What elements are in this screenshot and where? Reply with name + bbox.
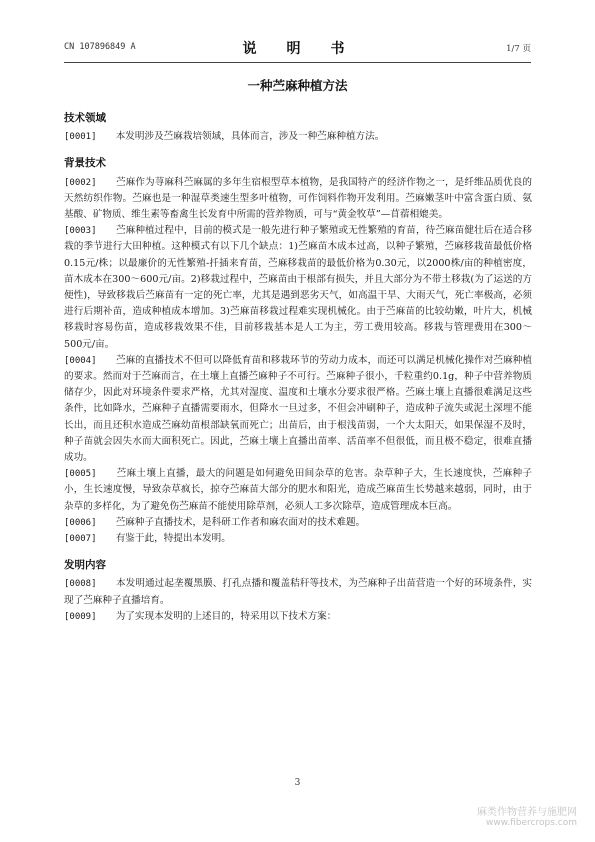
paragraph-text: 本发明涉及苎麻栽培领域，具体而言，涉及一种苎麻种植方法。 bbox=[115, 131, 385, 143]
paragraph-indent bbox=[97, 177, 116, 188]
page-header bbox=[64, 38, 531, 60]
paragraph-text: 苎麻作为荨麻科苎麻属的多年生宿根型草本植物，是我国特产的经济作物之一，是纤维品质优良的天然纺织作物。苎麻也是一种湿草类速生型多叶植物，可作饲料作物开发利用。苎麻嫩茎叶中富含蛋白质、氨基酸、矿物质、维生素等畜禽生长发育中所需的营养物质，可与“黄金牧草”—苜蓿相媲美。 bbox=[64, 176, 533, 221]
paragraph bbox=[64, 609, 532, 625]
paragraph-indent bbox=[97, 225, 116, 236]
paragraph-number: [0007] bbox=[64, 534, 97, 545]
paragraph-number: [0008] bbox=[64, 579, 97, 590]
section-heading: 背景技术 bbox=[64, 157, 106, 170]
watermark bbox=[477, 803, 577, 828]
document-number: CN 107896849 A bbox=[64, 42, 136, 52]
paragraph-number: [0003] bbox=[64, 226, 97, 237]
paragraph bbox=[64, 129, 532, 145]
paragraph-indent bbox=[97, 131, 116, 142]
watermark-site-name: 麻类作物营养与施肥网 bbox=[477, 807, 577, 818]
paragraph-text: 苎麻土壤上直播，最大的问题是如何避免田间杂草的危害。杂草种子大，生长速度快，苎麻种子小，生长速度慢，导致杂草疯长，掠夺苎麻苗大部分的肥水和阳光，造成苎麻苗生长势越来越弱，同时，由于杂草的多样化，为了避免伤苎麻苗不能使用除草剂，必须人工多次除草，造成管理成本巨高。 bbox=[64, 468, 533, 512]
paragraph bbox=[64, 576, 532, 608]
section-heading: 技术领域 bbox=[64, 112, 106, 124]
paragraph bbox=[64, 531, 532, 547]
paragraph-indent bbox=[97, 517, 116, 528]
section-heading: 发明内容 bbox=[64, 559, 106, 572]
paragraph bbox=[64, 175, 532, 224]
paragraph bbox=[64, 515, 532, 531]
paragraph-indent bbox=[97, 611, 116, 622]
paragraph-indent bbox=[97, 355, 116, 366]
paragraph-number: [0001] bbox=[64, 132, 97, 143]
document-body bbox=[64, 100, 532, 625]
paragraph-text: 苎麻的直播技术不但可以降低育苗和移栽环节的劳动力成本，而还可以满足机械化操作对苎麻种植的要求。然而对于苎麻而言，在土壤上直播苎麻种子不可行。苎麻种子很小，千粒重约0.1g，种子中营养物质储存少，因此对环境条件要求严格，尤其对湿度、温度和土壤水分要求很严格。苎麻土壤上直播很难满足这些条件，比如降水，苎麻种子直播需要雨水，但降水一旦过多，不但会冲刷种子，造成种子流失或泥土深埋不能长出，而且还积水造成苎麻幼苗根部缺氧而死亡；出苗后，由于根浅苗弱，一个大太阳天，如果保湿不及时，种子苗就会因失水而大面积死亡。因此，苎麻土壤上直播出苗率、活苗率不但很低，而且极不稳定，很难直播成功。 bbox=[64, 354, 533, 464]
paragraph-text: 本发明通过起垄覆黑膜、打孔点播和覆盖秸秆等技术，为苎麻种子出苗营造一个好的环境条件，实现了苎麻种子直播培育。 bbox=[64, 578, 533, 606]
paragraph-number: [0002] bbox=[64, 177, 97, 188]
document-title: 一种苎麻种植方法 bbox=[247, 78, 348, 93]
page-number: 3 bbox=[294, 778, 301, 788]
paragraph-number: [0005] bbox=[64, 469, 97, 480]
paragraph-indent bbox=[97, 468, 117, 479]
paragraph bbox=[64, 223, 532, 353]
paragraph-indent bbox=[97, 578, 116, 589]
document-type: 说 明 书 bbox=[242, 41, 353, 57]
paragraph-number: [0006] bbox=[64, 517, 97, 528]
paragraph-indent bbox=[97, 533, 116, 544]
paragraph-text: 为了实现本发明的上述目的，特采用以下技术方案： bbox=[115, 610, 337, 622]
paragraph-number: [0004] bbox=[64, 355, 97, 366]
paragraph-text: 苎麻种子直播技术，是科研工作者和麻农面对的技术难题。 bbox=[115, 516, 366, 528]
paragraph-text: 有鉴于此，特提出本发明。 bbox=[115, 533, 231, 545]
paragraph bbox=[64, 466, 532, 515]
paragraph-text: 苎麻种植过程中，目前的模式是一般先进行种子繁殖或无性繁殖的育苗，待苎麻苗健壮后在适合移栽的季节进行大田种植。这种模式有以下几个缺点：1)苎麻苗木成本过高，以种子繁殖，苎麻移栽苗最低价格0.15元/株；以最廉价的无性繁殖-扦插来育苗，苎麻移栽苗的最低价格为0.30元，以2000株/亩的种植密度，苗木成本在300～600元/亩。2)移栽过程中，苎麻苗由于根部有损失，并且大部分为不带土移栽(为了运送的方便性)，导致移栽后苎麻苗有一定的死亡率，尤其是遇到恶劣天气，如高温干旱、大雨天气，死亡率极高，必须进行后期补苗，造成种植成本增加。3)苎麻苗移栽过程难实现机械化。由于苎麻苗的比较幼嫩，叶片大，机械移栽时容易伤苗，造成移栽效果不佳，目前移栽基本是人工为主，劳工费用较高。移栽与管理费用在300～500元/亩。 bbox=[64, 225, 533, 350]
page-info: 1/7 页 bbox=[506, 44, 531, 54]
watermark-url: www.fibercrops.com bbox=[486, 818, 577, 828]
paragraph-number: [0009] bbox=[64, 611, 97, 622]
header-divider bbox=[64, 62, 531, 63]
paragraph bbox=[64, 353, 532, 466]
